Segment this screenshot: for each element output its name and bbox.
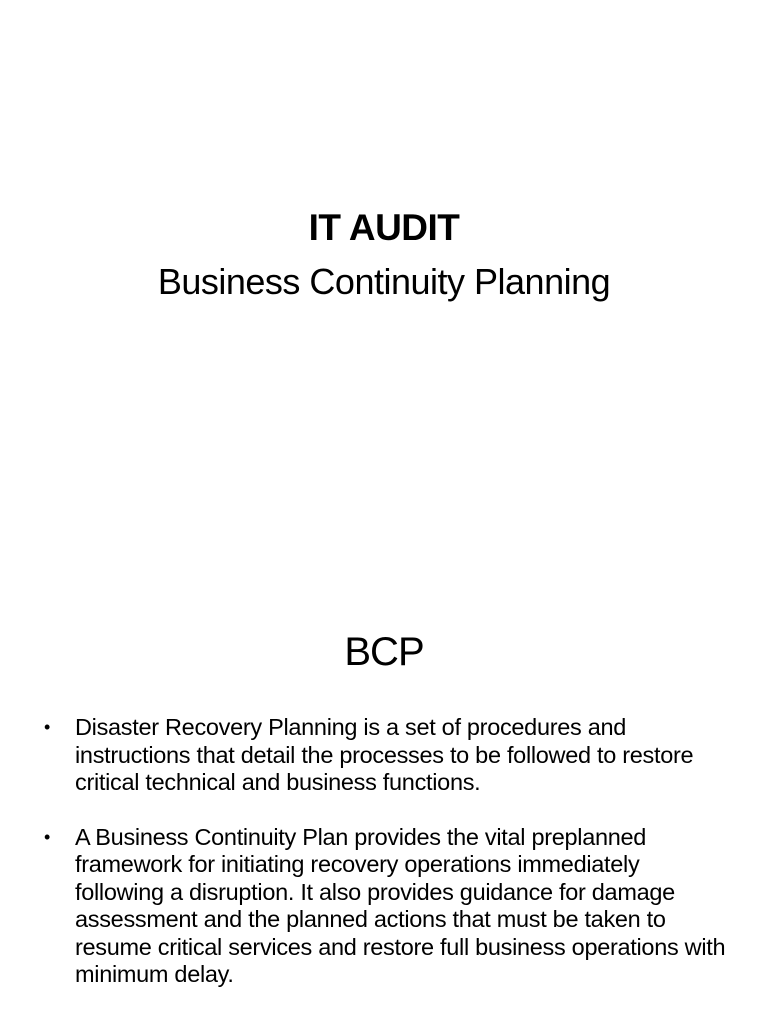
bullet-list <box>44 714 734 1016</box>
bcp-heading: BCP <box>344 630 424 674</box>
slide-title: IT AUDIT <box>308 207 460 248</box>
bullet-text: Disaster Recovery Planning is a set of procedures and instructions that detail the processes to be followed to restore critical technical and business functions. <box>75 714 694 795</box>
bcp-slide <box>0 576 768 1024</box>
bullet-dot-icon: • <box>44 717 51 737</box>
bullet-text: A Business Continuity Plan provides the vital preplanned framework for initiating recovery operations immediately following a disruption. It also provides guidance for damage assessment and the planned actions that must be taken to resume critical services and restore full business operations with minimum delay. <box>75 823 726 987</box>
title-block <box>0 204 768 312</box>
bullet-item-business-continuity <box>44 824 734 989</box>
bullet-item-disaster-recovery <box>44 714 734 797</box>
bullet-dot-icon: • <box>44 826 51 847</box>
slide-subtitle: Business Continuity Planning <box>157 261 611 302</box>
